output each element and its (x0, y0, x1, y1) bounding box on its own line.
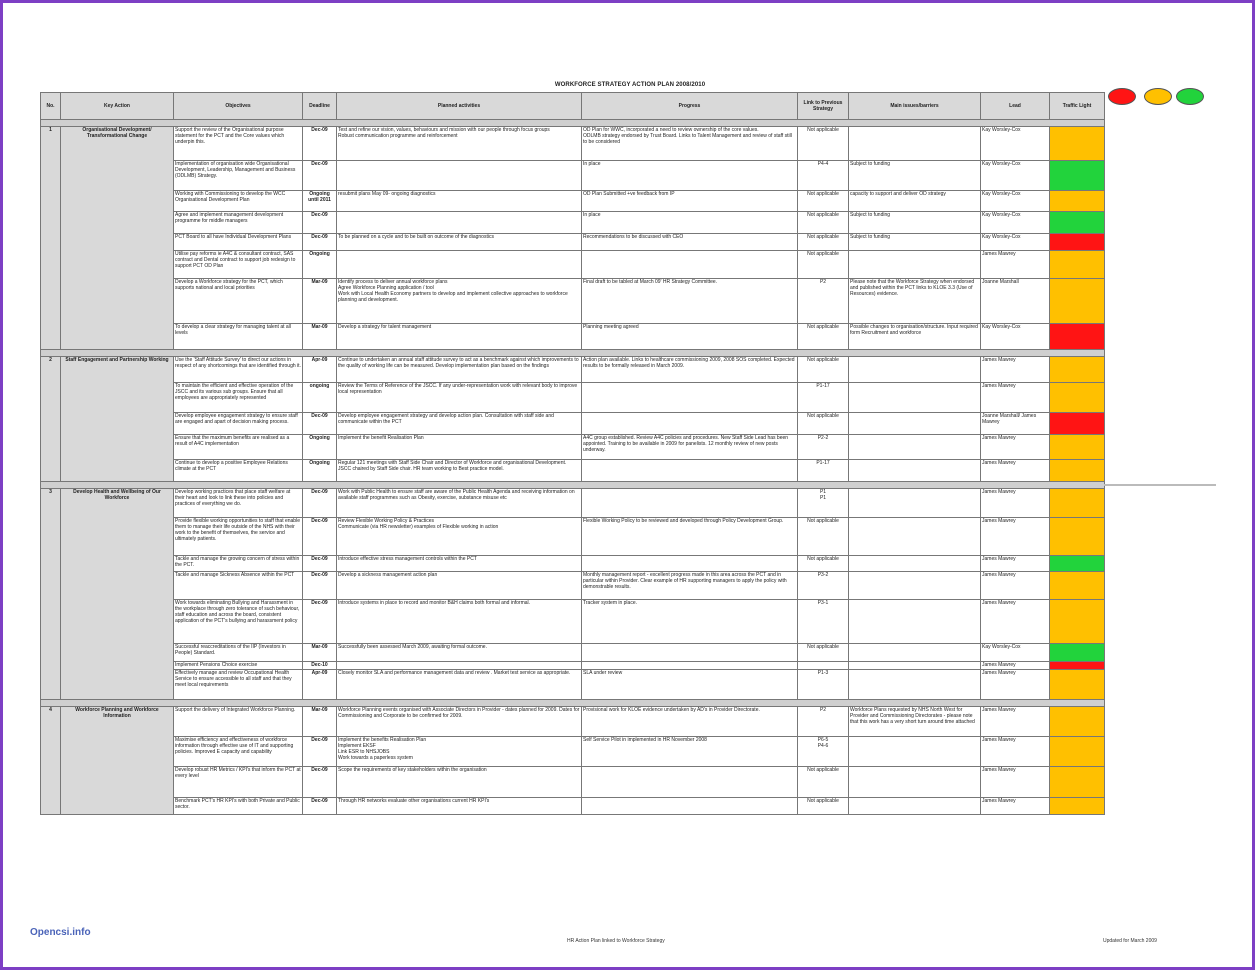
cell-activities: Scope the requirements of key stakeholders within the organisation (337, 767, 582, 798)
cell-link: Not applicable (798, 798, 849, 815)
table-row (41, 435, 1105, 460)
traffic-light-red-cell (1050, 413, 1105, 435)
traffic-light-yellow-cell (1050, 191, 1105, 212)
cell-link: Not applicable (798, 767, 849, 798)
col-header-deadline: Deadline (303, 93, 337, 120)
cell-link: P3-1 (798, 600, 849, 644)
action-plan-table (40, 92, 1105, 815)
cell-lead: James Mawrey (981, 600, 1050, 644)
cell-objective: Tackle and manage Sickness Absence within the PCT (174, 572, 303, 600)
cell-activities: Test and refine our vision, values, behaviours and mission with our people through focus groups Robust communication programme and reinforcement (337, 127, 582, 161)
cell-link: P3-2 (798, 572, 849, 600)
cell-lead: Kay Worsley-Cox (981, 161, 1050, 191)
cell-issues (849, 572, 981, 600)
cell-progress: SLA under review (582, 670, 798, 700)
cell-activities: resubmit plans May 09- ongoing diagnostics (337, 191, 582, 212)
traffic-light-red-cell (1050, 234, 1105, 251)
cell-lead: James Mawrey (981, 518, 1050, 556)
section-key-action: Staff Engagement and Partnership Working (61, 357, 174, 482)
cell-link: Not applicable (798, 556, 849, 572)
cell-lead: Joanne Marshall/ James Mawrey (981, 413, 1050, 435)
cell-objective: Benchmark PCT's HR KPI's with both Private and Public sector. (174, 798, 303, 815)
cell-link: Not applicable (798, 234, 849, 251)
cell-objective: Use the 'Staff Attitude Survey' to direct our actions in respect of any shortcomings that are identified through it. (174, 357, 303, 383)
cell-activities: Successfully been assessed March 2009, awaiting formal outcome. (337, 644, 582, 662)
cell-link: P2 (798, 707, 849, 737)
cell-deadline: Mar-09 (303, 644, 337, 662)
cell-issues (849, 489, 981, 518)
cell-progress (582, 767, 798, 798)
traffic-light-yellow-cell (1050, 383, 1105, 413)
cell-deadline: Dec-09 (303, 798, 337, 815)
cell-deadline: Dec-09 (303, 572, 337, 600)
cell-issues: capacity to support and deliver OD strategy (849, 191, 981, 212)
cell-deadline: Dec-09 (303, 127, 337, 161)
table-row (41, 279, 1105, 324)
cell-deadline: Dec-09 (303, 767, 337, 798)
cell-progress: In place (582, 212, 798, 234)
cell-deadline: Dec-09 (303, 413, 337, 435)
cell-progress (582, 798, 798, 815)
section-key-action: Develop Health and Wellbeing of Our Workforce (61, 489, 174, 700)
table-row (41, 460, 1105, 482)
cell-objective: Support the review of the Organisational purpose statement for the PCT and the Core values which underpin this. (174, 127, 303, 161)
cell-deadline: ongoing (303, 383, 337, 413)
table-row (41, 234, 1105, 251)
cell-activities (337, 662, 582, 670)
cell-lead: Kay Worsley-Cox (981, 644, 1050, 662)
cell-deadline: Mar-09 (303, 707, 337, 737)
cell-objective: To maintain the efficient and effective operation of the JSCC and its various sub groups. Ensure that all employees are appropriately represented (174, 383, 303, 413)
table-row (41, 251, 1105, 279)
cell-deadline: Apr-09 (303, 670, 337, 700)
cell-progress: Self Service Pilot in implemented in HR November 2008 (582, 737, 798, 767)
cell-deadline: Ongoing until 2011 (303, 191, 337, 212)
footer-center-text: HR Action Plan linked to Workforce Strategy (567, 938, 665, 944)
section-separator (41, 350, 1105, 357)
traffic-light-yellow-cell (1050, 435, 1105, 460)
cell-deadline: Dec-09 (303, 234, 337, 251)
cell-lead: Kay Worsley-Cox (981, 127, 1050, 161)
document-title: WORKFORCE STRATEGY ACTION PLAN 2008/2010 (554, 82, 706, 88)
cell-issues (849, 556, 981, 572)
cell-deadline: Dec-09 (303, 161, 337, 191)
col-header-link: Link to Previous Strategy (798, 93, 849, 120)
table-row (41, 161, 1105, 191)
cell-lead: James Mawrey (981, 572, 1050, 600)
cell-objective: Implementation of organisation wide Organisational Development, Leadership, Management and Business (ODLMB) Strategy. (174, 161, 303, 191)
traffic-light-yellow-cell (1050, 251, 1105, 279)
cell-issues (849, 251, 981, 279)
cell-deadline: Dec-09 (303, 212, 337, 234)
section-number: 3 (41, 489, 61, 700)
table-row (41, 518, 1105, 556)
cell-issues (849, 767, 981, 798)
cell-activities: Closely monitor SLA and performance management data and review . Market test service as appropriate. (337, 670, 582, 700)
table-row (41, 357, 1105, 383)
cell-issues: Subject to funding (849, 234, 981, 251)
cell-objective: Ensure that the maximum benefits are realised as a result of A4C implementation (174, 435, 303, 460)
col-header-progress: Progress (582, 93, 798, 120)
cell-objective: Provide flexible working opportunities to staff that enable them to manage their life outside of the NHS with their work to the benefit of themselves, the service and ultimately patients. (174, 518, 303, 556)
cell-link: Not applicable (798, 191, 849, 212)
table-body (41, 120, 1105, 815)
cell-progress: Final draft to be tabled at March 09' HR Strategy Committee. (582, 279, 798, 324)
table-row (41, 670, 1105, 700)
cell-progress (582, 413, 798, 435)
cell-progress: In place (582, 161, 798, 191)
traffic-light-yellow-cell (1050, 357, 1105, 383)
cell-progress: OD Plan Submitted +ve feedback from IP (582, 191, 798, 212)
cell-activities: Work with Public Health to ensure staff are aware of the Public Health Agenda and receiving information on available staff programmes such as Obesity, exercise, substance misuse etc (337, 489, 582, 518)
cell-progress (582, 644, 798, 662)
table-row (41, 489, 1105, 518)
traffic-light-green-cell (1050, 556, 1105, 572)
cell-issues: Workforce Plans requested by NHS North West for Provider and Commissioning Directorates - please note that this work has a very short turn around time attached (849, 707, 981, 737)
cell-objective: Utilise pay reforms ie A4C & consultant contract, SAS contract and Dental contract to support job redesign to support PCT OD Plan (174, 251, 303, 279)
cell-issues (849, 383, 981, 413)
cell-objective: Maximise efficiency and effectiveness of workforce information through effective use of IT and supporting policies. Improved E capacity and capability (174, 737, 303, 767)
cell-lead: James Mawrey (981, 251, 1050, 279)
table-row (41, 767, 1105, 798)
col-header-no: No. (41, 93, 61, 120)
cell-link: Not applicable (798, 251, 849, 279)
table-row (41, 191, 1105, 212)
section-separator (41, 700, 1105, 707)
cell-link: Not applicable (798, 644, 849, 662)
section-number: 4 (41, 707, 61, 815)
cell-link: Not applicable (798, 357, 849, 383)
traffic-light-yellow-cell (1050, 737, 1105, 767)
traffic-light-red-cell (1050, 324, 1105, 350)
cell-activities: Introduce effective stress management controls within the PCT (337, 556, 582, 572)
table-header-row (41, 93, 1105, 120)
cell-issues (849, 600, 981, 644)
table-row (41, 413, 1105, 435)
traffic-light-yellow-cell (1050, 767, 1105, 798)
table-row (41, 212, 1105, 234)
traffic-light-yellow-cell (1050, 600, 1105, 644)
cell-deadline: Dec-09 (303, 518, 337, 556)
col-header-traffic-light: Traffic Light (1050, 93, 1105, 120)
cell-objective: Successful reaccreditations of the IIP (Investors in People) Standard. (174, 644, 303, 662)
cell-issues (849, 644, 981, 662)
cell-deadline: Apr-09 (303, 357, 337, 383)
cell-deadline: Dec-09 (303, 556, 337, 572)
cell-activities: Through HR networks evaluate other organisations current HR KPI's (337, 798, 582, 815)
green-light-icon (1176, 88, 1204, 105)
table-row (41, 556, 1105, 572)
cell-progress: Action plan available. Links to healthcare commissioning 2009, 2008 SOS completed. Expected results to be formally released in March 2009. (582, 357, 798, 383)
cell-link: P6-5 P4-6 (798, 737, 849, 767)
cell-objective: Continue to develop a positive Employee Relations climate at the PCT (174, 460, 303, 482)
cell-link: Not applicable (798, 413, 849, 435)
cell-deadline: Ongoing (303, 251, 337, 279)
cell-deadline: Dec-09 (303, 489, 337, 518)
cell-lead: James Mawrey (981, 767, 1050, 798)
cell-link: P2-2 (798, 435, 849, 460)
cell-issues: Subject to funding (849, 161, 981, 191)
cell-activities (337, 212, 582, 234)
cell-activities: Develop a strategy for talent management (337, 324, 582, 350)
cell-deadline: Ongoing (303, 435, 337, 460)
table-row (41, 572, 1105, 600)
cell-objective: Effectively manage and review Occupational Health Service to ensure accessible to all staff and that they meet local requirements (174, 670, 303, 700)
cell-issues (849, 662, 981, 670)
cell-progress: A4C group established. Review A4C policies and procedures. New Staff Side Lead has been appointed. Training to be available in 2009 for panelists. 12 monthly review of new posts underway. (582, 435, 798, 460)
cell-issues (849, 670, 981, 700)
cell-lead: James Mawrey (981, 383, 1050, 413)
col-header-planned-activities: Planned activities (337, 93, 582, 120)
amber-light-icon (1144, 88, 1172, 105)
table-row (41, 662, 1105, 670)
traffic-light-yellow-cell (1050, 518, 1105, 556)
table-row (41, 707, 1105, 737)
cell-issues (849, 798, 981, 815)
traffic-light-yellow-cell (1050, 279, 1105, 324)
cell-progress: Planning meeting agreed (582, 324, 798, 350)
cell-progress: Monthly management report - excellent progress made in this area across the PCT and in particular within Provider. Clear example of HR supporting managers to apply the policy with demonstrable results. (582, 572, 798, 600)
traffic-light-green-cell (1050, 161, 1105, 191)
table-row (41, 383, 1105, 413)
cell-activities: Regular 121 meetings with Staff Side Chair and Director of Workforce and organisational Development. JSCC chaired by Staff Side chair. HR team working to Best practice model. (337, 460, 582, 482)
traffic-light-green-cell (1050, 212, 1105, 234)
cell-objective: To develop a clear strategy for managing talent at all levels (174, 324, 303, 350)
col-header-key-action: Key Action (61, 93, 174, 120)
cell-objective: Develop robust HR Metrics / KPI's that inform the PCT at every level (174, 767, 303, 798)
traffic-light-yellow-cell (1050, 798, 1105, 815)
section-key-action: Organisational Development/ Transformational Change (61, 127, 174, 350)
cell-lead: Kay Worsley-Cox (981, 212, 1050, 234)
cell-lead: James Mawrey (981, 662, 1050, 670)
traffic-light-yellow-cell (1050, 127, 1105, 161)
cell-issues: Possible changes to organisation/structure. Input required form Recruitment and workforce (849, 324, 981, 350)
cell-activities: Review Flexible Working Policy & Practices Communicate (via HR newsletter) examples of Flexible working in action (337, 518, 582, 556)
cell-progress (582, 460, 798, 482)
table-row (41, 737, 1105, 767)
cell-deadline: Dec-10 (303, 662, 337, 670)
table-row (41, 600, 1105, 644)
cell-issues (849, 460, 981, 482)
footer-right-text: Updated for March 2009 (1103, 938, 1157, 944)
cell-lead: Joanne Marshall (981, 279, 1050, 324)
table-row (41, 127, 1105, 161)
cell-objective: Develop working practices that place staff welfare at their heart and look to link these into policies and practices of everything we do. (174, 489, 303, 518)
cell-lead: James Mawrey (981, 556, 1050, 572)
cell-issues (849, 518, 981, 556)
cell-progress: OD Plan for WWC, incorporated a need to review ownership of the core values. ODLMB strategy endorsed by Trust Board. Links to Talent Management and review of staff still to be considered (582, 127, 798, 161)
traffic-light-yellow-cell (1050, 670, 1105, 700)
cell-progress: Recommendations to be discussed with CEO (582, 234, 798, 251)
cell-issues (849, 127, 981, 161)
cell-activities: Identify process to deliver annual workforce plans Agree Workforce Planning application / tool Work with Local Health Economy partners to develop and implement collective approaches to workforce planning and development. (337, 279, 582, 324)
cell-lead: James Mawrey (981, 737, 1050, 767)
cell-issues (849, 413, 981, 435)
site-logo: Opencsi.info (30, 927, 91, 938)
cell-activities (337, 161, 582, 191)
cell-objective: Implement Pensions Choice exercise (174, 662, 303, 670)
section-separator (41, 120, 1105, 127)
cell-lead: James Mawrey (981, 670, 1050, 700)
cell-objective: Working with Commissioning to develop the WCC Organisational Development Plan (174, 191, 303, 212)
cell-deadline: Mar-09 (303, 324, 337, 350)
cell-link (798, 662, 849, 670)
cell-deadline: Ongoing (303, 460, 337, 482)
cell-lead: Kay Worsley-Cox (981, 191, 1050, 212)
cell-lead: James Mawrey (981, 489, 1050, 518)
cell-progress (582, 556, 798, 572)
cell-link: P1 P1 (798, 489, 849, 518)
cell-progress (582, 489, 798, 518)
cell-link: P1-17 (798, 383, 849, 413)
cell-issues: Subject to funding (849, 212, 981, 234)
cell-lead: James Mawrey (981, 707, 1050, 737)
cell-issues (849, 737, 981, 767)
cell-link: P4-4 (798, 161, 849, 191)
cell-issues (849, 435, 981, 460)
traffic-light-red-cell (1050, 662, 1105, 670)
traffic-light-yellow-cell (1050, 460, 1105, 482)
cell-activities: Continue to undertaken an annual staff attitude survey to act as a benchmark against which improvements to the quality of working life can be measured. Develop implementation plan based on the findings (337, 357, 582, 383)
cell-progress: Provisional work for KLOE evidence undertaken by AD's in Provider Directorate. (582, 707, 798, 737)
cell-activities: To be planned on a cycle and to be built on outcome of the diagnostics (337, 234, 582, 251)
cell-deadline: Dec-09 (303, 737, 337, 767)
cell-link: P2 (798, 279, 849, 324)
table-row (41, 324, 1105, 350)
cell-activities: Workforce Planning events organised with Associate Directors in Provider - dates planned for 2009. Dates for Commissioning and Corporate to be confirmed for 2009. (337, 707, 582, 737)
cell-link: P1-3 (798, 670, 849, 700)
cell-lead: James Mawrey (981, 435, 1050, 460)
col-header-issues: Main issues/barriers (849, 93, 981, 120)
cell-progress (582, 383, 798, 413)
cell-objective: Tackle and manage the growing concern of stress within the PCT. (174, 556, 303, 572)
cell-activities: Develop employee engagement strategy and develop action plan. Consultation with staff side and communicate within the PCT (337, 413, 582, 435)
traffic-light-yellow-cell (1050, 707, 1105, 737)
section-number: 1 (41, 127, 61, 350)
cell-deadline: Mar-09 (303, 279, 337, 324)
cell-objective: Develop a Workforce strategy for the PCT, which supports national and local priorities (174, 279, 303, 324)
table-row (41, 798, 1105, 815)
cell-link: P1-17 (798, 460, 849, 482)
cell-deadline: Dec-09 (303, 600, 337, 644)
cell-lead: Kay Worsley-Cox (981, 324, 1050, 350)
cell-objective: PCT Board to all have Individual Development Plans (174, 234, 303, 251)
cell-issues: Please note that the Workforce Strategy when endorsed and published within the PCT links to KLOE 3.3 (Use of Resources) evidence. (849, 279, 981, 324)
cell-link: Not applicable (798, 518, 849, 556)
traffic-light-yellow-cell (1050, 572, 1105, 600)
traffic-light-green-cell (1050, 644, 1105, 662)
cell-lead: James Mawrey (981, 798, 1050, 815)
col-header-lead: Lead (981, 93, 1050, 120)
cell-issues (849, 357, 981, 383)
cell-objective: Support the delivery of Integrated Workforce Planning. (174, 707, 303, 737)
traffic-light-yellow-cell (1050, 489, 1105, 518)
table-row (41, 644, 1105, 662)
cell-activities: Develop a sickness management action plan (337, 572, 582, 600)
cell-link: Not applicable (798, 324, 849, 350)
section-separator (41, 482, 1105, 489)
cell-lead: Kay Worsley-Cox (981, 234, 1050, 251)
cell-link: Not applicable (798, 127, 849, 161)
cell-objective: Agree and implement management development programme for middle managers (174, 212, 303, 234)
cell-objective: Work towards eliminating Bullying and Harassment in the workplace through zero tolerance of such behaviour, staff education and across the board, consistent application of the PCT's bullying and harassment policy (174, 600, 303, 644)
cell-progress: Flexible Working Policy to be reviewed and developed through Policy Development Group. (582, 518, 798, 556)
cell-objective: Develop employee engagement strategy to ensure staff are engaged and apart of decision making process. (174, 413, 303, 435)
cell-activities: Implement the benefits Realisation Plan Implement EKSF Link ESR to NHSJOBS Work towards a paperless system (337, 737, 582, 767)
divider-line (1104, 484, 1216, 486)
cell-activities: Implement the benefit Realisation Plan (337, 435, 582, 460)
cell-activities: Introduce systems in place to record and monitor B&H claims both formal and informal. (337, 600, 582, 644)
cell-progress: Tracker system in place. (582, 600, 798, 644)
cell-activities: Review the Terms of Reference of the JSCC. If any under-representation work with relevant body to improve local representation (337, 383, 582, 413)
cell-lead: James Mawrey (981, 460, 1050, 482)
section-number: 2 (41, 357, 61, 482)
cell-activities (337, 251, 582, 279)
cell-progress (582, 662, 798, 670)
cell-lead: James Mawrey (981, 357, 1050, 383)
section-key-action: Workforce Planning and Workforce Information (61, 707, 174, 815)
col-header-objectives: Objectives (174, 93, 303, 120)
cell-link: Not applicable (798, 212, 849, 234)
red-light-icon (1108, 88, 1136, 105)
cell-progress (582, 251, 798, 279)
